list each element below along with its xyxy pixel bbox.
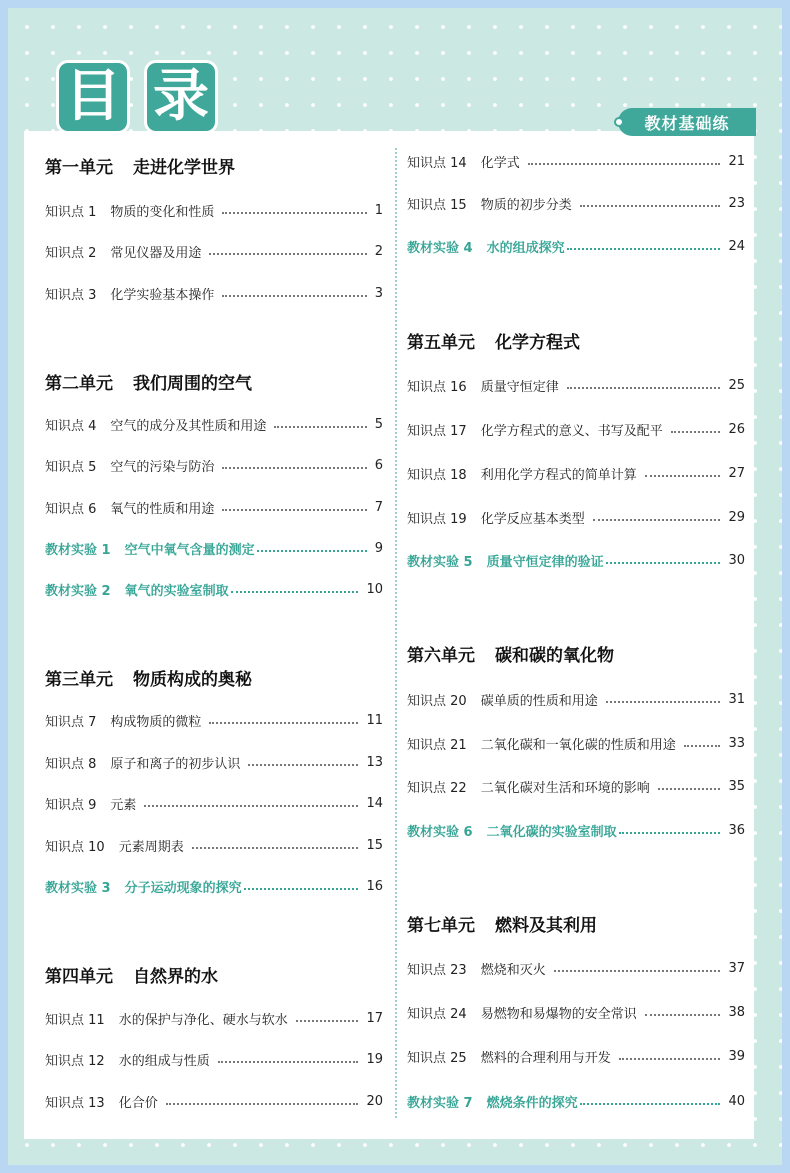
entry-title: 碳单质的性质和用途 [480,693,598,709]
entry-title: 氧气的性质和用途 [110,501,215,517]
unit-title: 自然界的水 [133,967,218,987]
entry-title: 利用化学方程式的简单计算 [480,467,637,483]
dot-leader [248,764,358,766]
toc-entry[interactable] [407,1046,745,1066]
toc-experiment-entry[interactable] [407,1091,745,1111]
toc-experiment-entry[interactable] [407,820,745,840]
entry-title: 化合价 [118,1095,158,1111]
entry-title: 化学反应基本类型 [480,511,585,527]
unit-heading [45,962,218,987]
page-number: 40 [728,1093,745,1109]
toc-experiment-entry[interactable] [45,538,383,558]
toc-experiment-entry[interactable] [407,550,745,570]
page-number: 36 [728,822,745,838]
entry-label: 知识点 24 [407,1006,467,1022]
page-number: 2 [374,243,383,259]
page-number: 39 [728,1048,745,1064]
unit-title: 碳和碳的氧化物 [495,646,614,666]
page-number: 6 [374,457,383,473]
entry-title: 物质的变化和性质 [110,204,215,220]
entry-label: 教材实验 4 [407,240,473,256]
dot-leader [222,295,366,297]
entry-label: 知识点 13 [45,1095,105,1111]
dot-leader [222,467,366,469]
dot-leader [593,519,721,521]
entry-label: 知识点 6 [45,501,97,517]
toc-entry[interactable] [45,1091,383,1111]
toc-entry[interactable] [45,283,383,303]
entry-label: 知识点 8 [45,756,97,772]
page-number: 31 [728,691,745,707]
dot-leader [684,745,721,747]
unit-heading [45,369,252,394]
entry-title: 易燃物和易爆物的安全常识 [480,1006,637,1022]
section-tab: 教材基础练 [618,108,756,136]
page-number: 37 [728,960,745,976]
dot-leader [645,475,721,477]
entry-label: 知识点 7 [45,714,97,730]
entry-title: 质量守恒定律的验证 [486,554,604,570]
dot-leader [580,1103,721,1105]
dot-leader [671,431,721,433]
toc-entry[interactable] [45,414,383,434]
toc-entry[interactable] [45,835,383,855]
page-number: 24 [728,238,745,254]
page-number: 23 [728,195,745,211]
entry-title: 水的组成与性质 [118,1053,210,1069]
dot-leader [257,550,367,552]
page-number: 30 [728,552,745,568]
entry-title: 空气的成分及其性质和用途 [110,418,267,434]
entry-label: 知识点 5 [45,459,97,475]
dot-leader [274,426,366,428]
dot-leader [222,509,366,511]
dot-leader [209,253,366,255]
page-number: 33 [728,735,745,751]
dot-leader [567,248,721,250]
toc-entry[interactable] [45,1049,383,1069]
title-char-2: 录 [144,60,218,134]
dot-leader [658,788,721,790]
unit-title: 我们周围的空气 [133,374,252,394]
unit-heading [407,328,580,353]
toc-entry[interactable] [45,455,383,475]
entry-label: 知识点 2 [45,245,97,261]
dot-leader [619,832,721,834]
entry-label: 教材实验 6 [407,824,473,840]
toc-entry[interactable] [45,497,383,517]
page-number: 1 [374,202,383,218]
entry-title: 原子和离子的初步认识 [110,756,241,772]
entry-label: 知识点 10 [45,839,105,855]
entry-label: 知识点 3 [45,287,97,303]
unit-name: 第七单元 [407,916,475,936]
entry-title: 燃烧和灭火 [480,962,546,978]
dot-leader [218,1061,359,1063]
dot-leader [231,591,359,593]
dot-leader [244,888,359,890]
entry-label: 知识点 19 [407,511,467,527]
dot-leader [580,205,721,207]
toc-entry[interactable] [407,193,745,213]
dot-leader [144,805,358,807]
toc-entry[interactable] [45,1008,383,1028]
entry-title: 水的保护与净化、硬水与软水 [118,1012,288,1028]
entry-title: 质量守恒定律 [480,379,559,395]
entry-title: 化学实验基本操作 [110,287,215,303]
entry-label: 知识点 23 [407,962,467,978]
dot-leader [192,847,359,849]
page-number: 10 [366,581,383,597]
page-number: 15 [366,837,383,853]
unit-name: 第一单元 [45,158,113,178]
page-number: 11 [366,712,383,728]
column-divider [395,148,397,1118]
unit-name: 第三单元 [45,670,113,690]
toc-experiment-entry[interactable] [45,876,383,896]
entry-label: 教材实验 5 [407,554,473,570]
unit-title: 燃料及其利用 [495,916,597,936]
entry-title: 化学方程式的意义、书写及配平 [480,423,663,439]
entry-title: 水的组成探究 [486,240,565,256]
entry-label: 知识点 12 [45,1053,105,1069]
toc-entry[interactable] [45,752,383,772]
toc-entry[interactable] [407,151,745,171]
entry-label: 教材实验 1 [45,542,111,558]
entry-label: 知识点 20 [407,693,467,709]
entry-title: 燃烧条件的探究 [486,1095,578,1111]
unit-heading [407,911,597,936]
unit-title: 走进化学世界 [133,158,235,178]
toc-entry[interactable] [407,375,745,395]
dot-leader [645,1014,721,1016]
page-number: 35 [728,778,745,794]
toc-entry[interactable] [45,241,383,261]
toc-entry[interactable] [407,733,745,753]
entry-label: 知识点 22 [407,780,467,796]
entry-label: 知识点 11 [45,1012,105,1028]
unit-name: 第六单元 [407,646,475,666]
unit-name: 第五单元 [407,333,475,353]
page-number: 19 [366,1051,383,1067]
entry-title: 元素 [110,797,137,813]
dot-leader [222,212,366,214]
dot-leader [209,722,358,724]
dot-leader [606,701,721,703]
dot-leader [554,970,721,972]
entry-title: 二氧化碳和一氧化碳的性质和用途 [480,737,676,753]
toc-entry[interactable] [45,793,383,813]
entry-title: 燃料的合理利用与开发 [480,1050,611,1066]
dot-leader [296,1020,359,1022]
page-number: 7 [374,499,383,515]
page-number: 38 [728,1004,745,1020]
entry-label: 知识点 4 [45,418,97,434]
entry-title: 元素周期表 [118,839,184,855]
toc-entry[interactable] [407,958,745,978]
toc-entry[interactable] [407,689,745,709]
page-number: 25 [728,377,745,393]
entry-label: 教材实验 2 [45,583,111,599]
entry-label: 知识点 18 [407,467,467,483]
entry-title: 氧气的实验室制取 [124,583,229,599]
toc-entry[interactable] [45,200,383,220]
toc-entry[interactable] [45,710,383,730]
page-number: 27 [728,465,745,481]
unit-heading [407,641,614,666]
toc-experiment-entry[interactable] [407,236,745,256]
page-number: 29 [728,509,745,525]
entry-label: 知识点 16 [407,379,467,395]
entry-title: 二氧化碳对生活和环境的影响 [480,780,650,796]
entry-label: 教材实验 7 [407,1095,473,1111]
page-number: 16 [366,878,383,894]
entry-title: 空气中氧气含量的测定 [124,542,255,558]
unit-name: 第二单元 [45,374,113,394]
entry-title: 化学式 [480,155,520,171]
page-number: 14 [366,795,383,811]
unit-heading [45,153,235,178]
toc-entry[interactable] [407,419,745,439]
toc-experiment-entry[interactable] [45,579,383,599]
entry-label: 知识点 14 [407,155,467,171]
dot-leader [567,387,721,389]
page-number: 3 [374,285,383,301]
entry-title: 空气的污染与防治 [110,459,215,475]
dot-leader [528,163,721,165]
entry-title: 分子运动现象的探究 [124,880,242,896]
entry-title: 物质的初步分类 [480,197,572,213]
unit-title: 物质构成的奥秘 [133,670,252,690]
page-number: 20 [366,1093,383,1109]
title-char-1: 目 [56,60,130,134]
toc-entry[interactable] [407,776,745,796]
entry-label: 知识点 25 [407,1050,467,1066]
entry-label: 知识点 17 [407,423,467,439]
tab-dot-icon [614,117,624,127]
toc-entry[interactable] [407,1002,745,1022]
entry-label: 教材实验 3 [45,880,111,896]
page-number: 13 [366,754,383,770]
entry-label: 知识点 1 [45,204,97,220]
unit-heading [45,665,252,690]
page-number: 5 [374,416,383,432]
entry-title: 构成物质的微粒 [110,714,202,730]
unit-name: 第四单元 [45,967,113,987]
toc-entry[interactable] [407,463,745,483]
entry-label: 知识点 9 [45,797,97,813]
toc-entry[interactable] [407,507,745,527]
entry-label: 知识点 15 [407,197,467,213]
unit-title: 化学方程式 [495,333,580,353]
page-number: 26 [728,421,745,437]
dot-leader [606,562,721,564]
dot-leader [619,1058,721,1060]
entry-title: 常见仪器及用途 [110,245,202,261]
page-number: 21 [728,153,745,169]
page-number: 9 [374,540,383,556]
entry-label: 知识点 21 [407,737,467,753]
page-number: 17 [366,1010,383,1026]
dot-leader [166,1103,359,1105]
entry-title: 二氧化碳的实验室制取 [486,824,617,840]
